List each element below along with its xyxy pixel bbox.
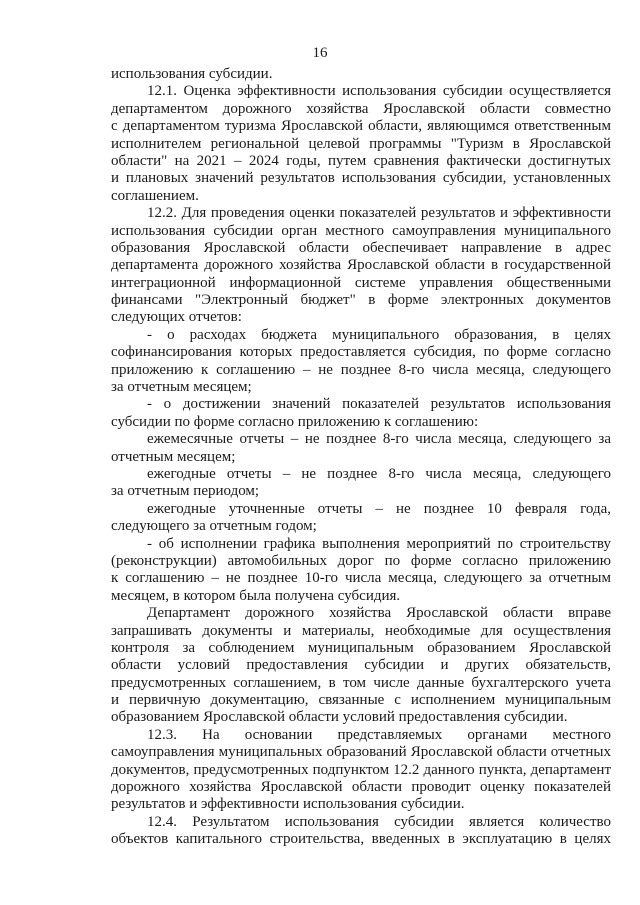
text-line: дорожного хозяйства Ярославской области проводит оценку показателей bbox=[111, 779, 611, 796]
text-line: отчетным месяцем; bbox=[111, 448, 236, 465]
document-body bbox=[111, 66, 611, 849]
text-line: с департаментом туризма Ярославской области, являющимся ответственным bbox=[111, 118, 611, 135]
text-line: - о достижении значений показателей результатов использования bbox=[147, 396, 611, 413]
text-line: соглашением. bbox=[111, 187, 199, 204]
text-line: следующего за отчетным годом; bbox=[111, 518, 317, 535]
text-line: контроля за соблюдением муниципальным образованием Ярославской bbox=[111, 639, 611, 656]
text-line: использования субсидии орган местного самоуправления муниципального bbox=[111, 222, 611, 239]
text-line: приложению к соглашению – не позднее 8-го числа месяца, следующего bbox=[111, 361, 611, 378]
text-line: Департамент дорожного хозяйства Ярославской области вправе bbox=[147, 605, 611, 622]
text-line: и первичную документацию, связанные с исполнением муниципальным bbox=[111, 692, 611, 709]
text-line: следующих отчетов: bbox=[111, 309, 242, 326]
text-line: запрашивать документы и материалы, необходимые для осуществления bbox=[111, 622, 611, 639]
text-line: самоуправления муниципальных образований Ярославской области отчетных bbox=[111, 744, 611, 761]
text-line: - об исполнении графика выполнения мероприятий по строительству bbox=[147, 535, 611, 552]
text-line: ежегодные уточненные отчеты – не позднее 10 февраля года, bbox=[147, 500, 611, 517]
text-line: субсидии по форме согласно приложению к соглашению: bbox=[111, 413, 479, 430]
text-line: финансами "Электронный бюджет" в форме электронных документов bbox=[111, 292, 611, 309]
text-line: области условий предоставления субсидии и других обязательств, bbox=[111, 657, 611, 674]
text-line: 12.1. Оценка эффективности использования субсидии осуществляется bbox=[147, 83, 611, 100]
text-line: предусмотренных соглашением, в том числе данные бухгалтерского учета bbox=[111, 674, 611, 691]
text-line: и плановых значений результатов использования субсидии, установленных bbox=[111, 170, 611, 187]
text-line: образованием Ярославской области условий предоставления субсидии. bbox=[111, 709, 568, 726]
text-line: к соглашению – не позднее 10-го числа месяца, следующего за отчетным bbox=[111, 570, 611, 587]
text-line: объектов капитального строительства, введенных в эксплуатацию в целях bbox=[111, 831, 611, 848]
text-line: департамента дорожного хозяйства Ярославской области в государственной bbox=[111, 257, 611, 274]
text-line: области" на 2021 – 2024 годы, путем сравнения фактически достигнутых bbox=[111, 152, 611, 169]
text-line: ежемесячные отчеты – не позднее 8-го числа месяца, следующего за bbox=[147, 431, 611, 448]
text-line: 12.2. Для проведения оценки показателей результатов и эффективности bbox=[147, 205, 611, 222]
text-line: документов, предусмотренных подпунктом 12.2 данного пункта, департамент bbox=[111, 761, 611, 778]
text-line: интеграционной информационной системе управления общественными bbox=[111, 274, 611, 291]
page-number: 16 bbox=[312, 45, 328, 61]
text-line: - о расходах бюджета муниципального образования, в целях bbox=[147, 326, 611, 343]
text-line: за отчетным периодом; bbox=[111, 483, 260, 500]
text-line: ежегодные отчеты – не позднее 8-го числа месяца, следующего bbox=[147, 465, 611, 482]
text-line: использования субсидии. bbox=[111, 66, 273, 82]
text-line: месяцем, в котором была получена субсидия. bbox=[111, 587, 401, 604]
text-line: (реконструкции) автомобильных дорог по форме согласно приложению bbox=[111, 552, 611, 569]
text-line: за отчетным месяцем; bbox=[111, 379, 252, 396]
text-line: исполнителем региональной целевой программы "Туризм в Ярославской bbox=[111, 135, 611, 152]
text-line: департаментом дорожного хозяйства Ярославской области совместно bbox=[111, 100, 611, 117]
text-line: образования Ярославской области обеспечивает направление в адрес bbox=[111, 239, 611, 256]
text-line: 12.4. Результатом использования субсидии является количество bbox=[147, 813, 611, 830]
text-line: софинансирования которых предоставляется субсидия, по форме согласно bbox=[111, 344, 611, 361]
text-line: результатов и эффективности использования субсидии. bbox=[111, 796, 465, 813]
text-line: 12.3. На основании представляемых органами местного bbox=[147, 726, 611, 743]
